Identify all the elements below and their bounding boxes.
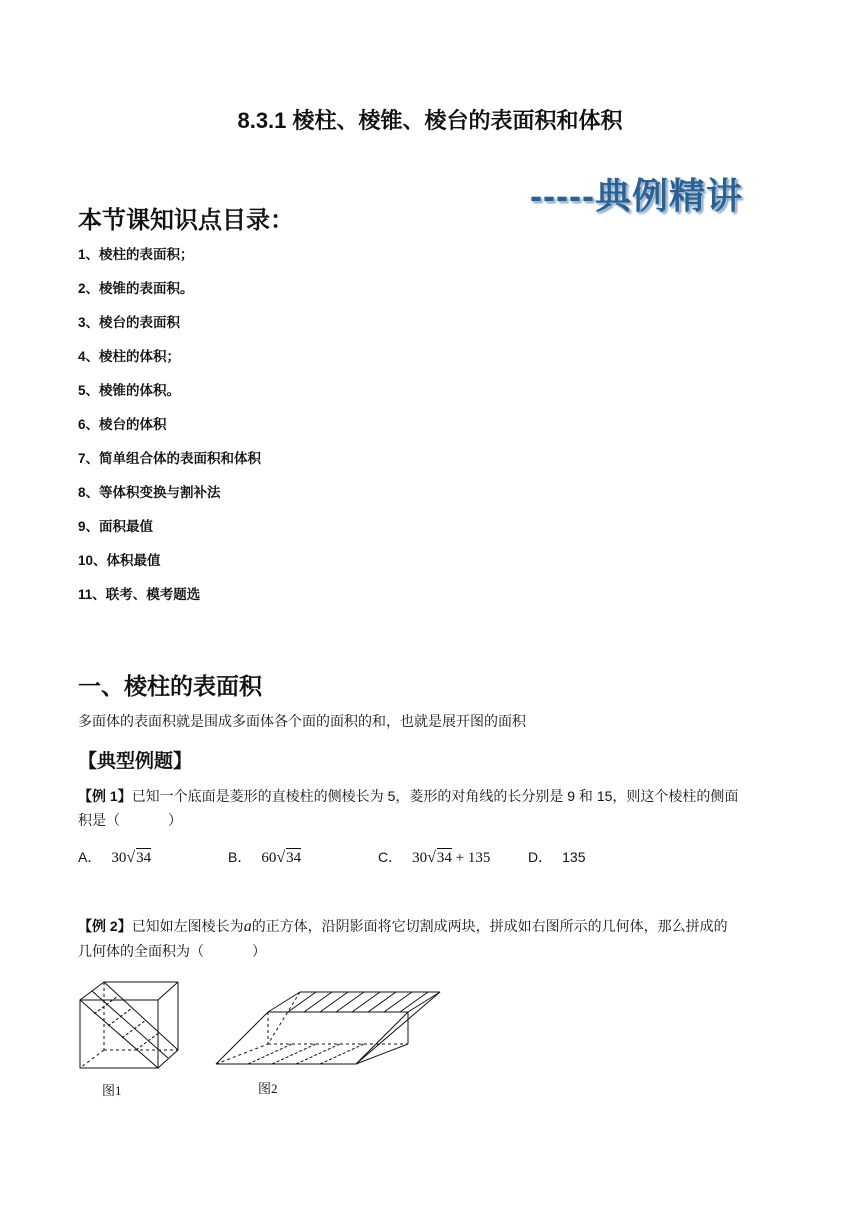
examples-heading: 【典型例题】 — [78, 751, 193, 772]
option-radicand: 34 — [286, 850, 302, 866]
example-label: 【例 2】 — [78, 918, 132, 934]
figure-1-label: 图1 — [102, 1083, 122, 1098]
option-label: B． — [228, 849, 252, 865]
toc-item: 11、联考、模考题选 — [78, 587, 201, 602]
toc-item: 7、简单组合体的表面积和体积 — [78, 451, 262, 466]
example-text: ） — [168, 812, 182, 828]
figure-2-label: 图2 — [258, 1081, 278, 1096]
toc-item: 4、棱柱的体积； — [78, 349, 181, 364]
section-heading: 一、棱柱的表面积 — [78, 673, 262, 699]
option-d[interactable] — [528, 847, 585, 867]
example-text: 已知如左图棱长为 — [131, 918, 244, 934]
option-coef: 60 — [261, 850, 277, 866]
variable-a: a — [243, 918, 252, 935]
option-a[interactable]: A． 30√34 — [78, 849, 152, 866]
example-text: 的正方体，沿阴影面将它切割成两块，拼成如右图所示的几何体，那么拼成的 — [251, 918, 728, 934]
example-label: 【例 1】 — [78, 788, 132, 804]
option-value: 135 — [562, 849, 586, 865]
toc-item: 2、棱锥的表面积。 — [78, 281, 194, 296]
option-label: A． — [78, 849, 102, 865]
figure-2-solid — [212, 986, 444, 1072]
option-coef: 30 — [412, 850, 428, 866]
option-label: D． — [528, 849, 553, 865]
toc-item: 9、面积最值 — [78, 519, 154, 534]
example-1 — [78, 784, 784, 832]
example-text: 几何体的全面积为（ — [78, 943, 204, 959]
toc-list — [78, 246, 261, 620]
option-suffix: + 135 — [451, 850, 491, 866]
toc-item: 10、体积最值 — [78, 553, 161, 568]
example-text: 已知一个底面是菱形的直棱柱的侧棱长为 5，菱形的对角线的长分别是 9 和 15，则这个棱柱的侧面 — [131, 788, 739, 804]
example-text: ） — [252, 943, 266, 959]
option-c[interactable]: C． 30√34 + 135 — [378, 849, 491, 866]
toc-item: 6、棱台的体积 — [78, 417, 167, 432]
option-label: C． — [378, 849, 403, 865]
toc-heading: 本节课知识点目录： — [78, 207, 294, 234]
example-text: 积是（ — [78, 812, 120, 828]
toc-item: 1、棱柱的表面积； — [78, 247, 194, 262]
answer-options — [78, 847, 784, 869]
option-b[interactable]: B． 60√34 — [228, 849, 302, 866]
toc-item: 8、等体积变换与割补法 — [78, 485, 221, 500]
toc-item: 3、棱台的表面积 — [78, 315, 181, 330]
toc-item: 5、棱锥的体积。 — [78, 383, 181, 398]
figure-1-cube — [74, 978, 186, 1074]
section-description: 多面体的表面积就是围成多面体各个面的面积的和，也就是展开图的面积 — [78, 713, 526, 729]
example-2 — [78, 914, 784, 963]
section-banner: -----典例精讲 — [530, 175, 743, 216]
option-radicand: 34 — [136, 850, 152, 866]
option-coef: 30 — [111, 850, 127, 866]
option-radicand: 34 — [436, 850, 452, 866]
page-title: 8.3.1 棱柱、棱锥、棱台的表面积和体积 — [237, 108, 623, 133]
